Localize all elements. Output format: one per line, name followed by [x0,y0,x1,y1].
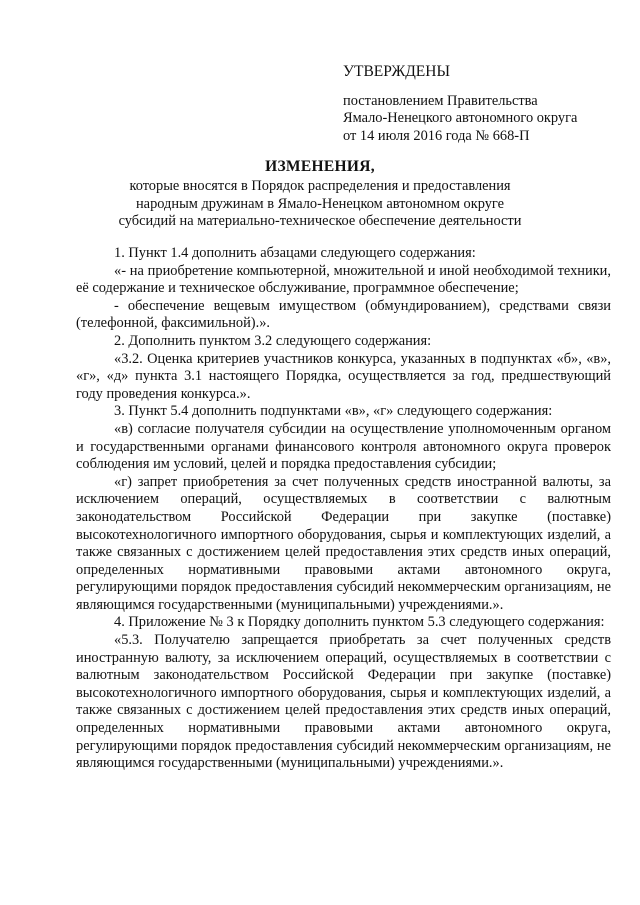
paragraph: «г) запрет приобретения за счет полученных средств иностранной валюты, за исключением операций, осуществляемых в соответствии с валютным законодательством Российской Федерации при закупке (поставке) высокотехнологичного импортного оборудования, сырья и комплектующих изделий, а также связанных с достижением целей предоставления этих средств иных операций, определенных нормативными правовыми актами автономного округа, регулирующими порядок предоставления субсидий некоммерческим организациям, не являющимся государственными (муниципальными) учреждениями.». [76,473,611,613]
paragraph: 1. Пункт 1.4 дополнить абзацами следующего содержания: [114,245,476,261]
paragraph: «3.2. Оценка критериев участников конкурса, указанных в подпунктах «б», «в», «г», «д» пункта 3.1 настоящего Порядка, осуществляется за год, предшествующий году проведения конкурса.». [76,350,611,402]
paragraph: «в) согласие получателя субсидии на осуществление уполномоченным органом и государственными органами финансового контроля автономного округа проверок соблюдения им условий, целей и порядка предоставления субсидии; [76,420,611,473]
approval-block [343,63,633,145]
paragraph: 2. Дополнить пунктом 3.2 следующего содержания: [114,332,432,349]
approval-line: от 14 июля 2016 года № 668-П [343,127,530,144]
approval-line: постановлением Правительства [343,92,538,109]
paragraph: «- на приобретение компьютерной, множительной и иной необходимой техники, её содержание и техническое обслуживание, программное обеспечение; [76,262,611,297]
paragraph: - обеспечение вещевым имуществом (обмундированием), средствами связи (телефонной, факсимильной).». [76,297,611,332]
document-title: ИЗМЕНЕНИЯ, [265,158,375,175]
document-body [76,245,611,773]
subtitle-line: которые вносятся в Порядок распределения и предоставления [129,178,511,194]
document-subtitle [0,178,640,231]
approval-heading: УТВЕРЖДЕНЫ [343,63,450,80]
paragraph: 4. Приложение № 3 к Порядку дополнить пунктом 5.3 следующего содержания: [114,614,605,631]
approval-line: Ямало-Ненецкого автономного округа [343,110,578,127]
subtitle-line: народным дружинам в Ямало-Ненецком автономном округе [135,195,505,212]
subtitle-line: субсидий на материально-техническое обеспечение деятельности [118,213,522,230]
paragraph: «5.3. Получателю запрещается приобретать за счет полученных средств иностранную валюту, за исключением операций, осуществляемых в соответствии с валютным законодательством Российской Федерации при закупке (поставке) высокотехнологичного импортного оборудования, сырья и комплектующих изделий, а также связанных с достижением целей предоставления этих средств иных операций, определенных нормативными правовыми актами автономного округа, регулирующими порядок предоставления субсидий некоммерческим организациям, не являющимся государственными (муниципальными) учреждениями.». [76,632,611,772]
paragraph: 3. Пункт 5.4 дополнить подпунктами «в», «г» следующего содержания: [114,403,553,420]
